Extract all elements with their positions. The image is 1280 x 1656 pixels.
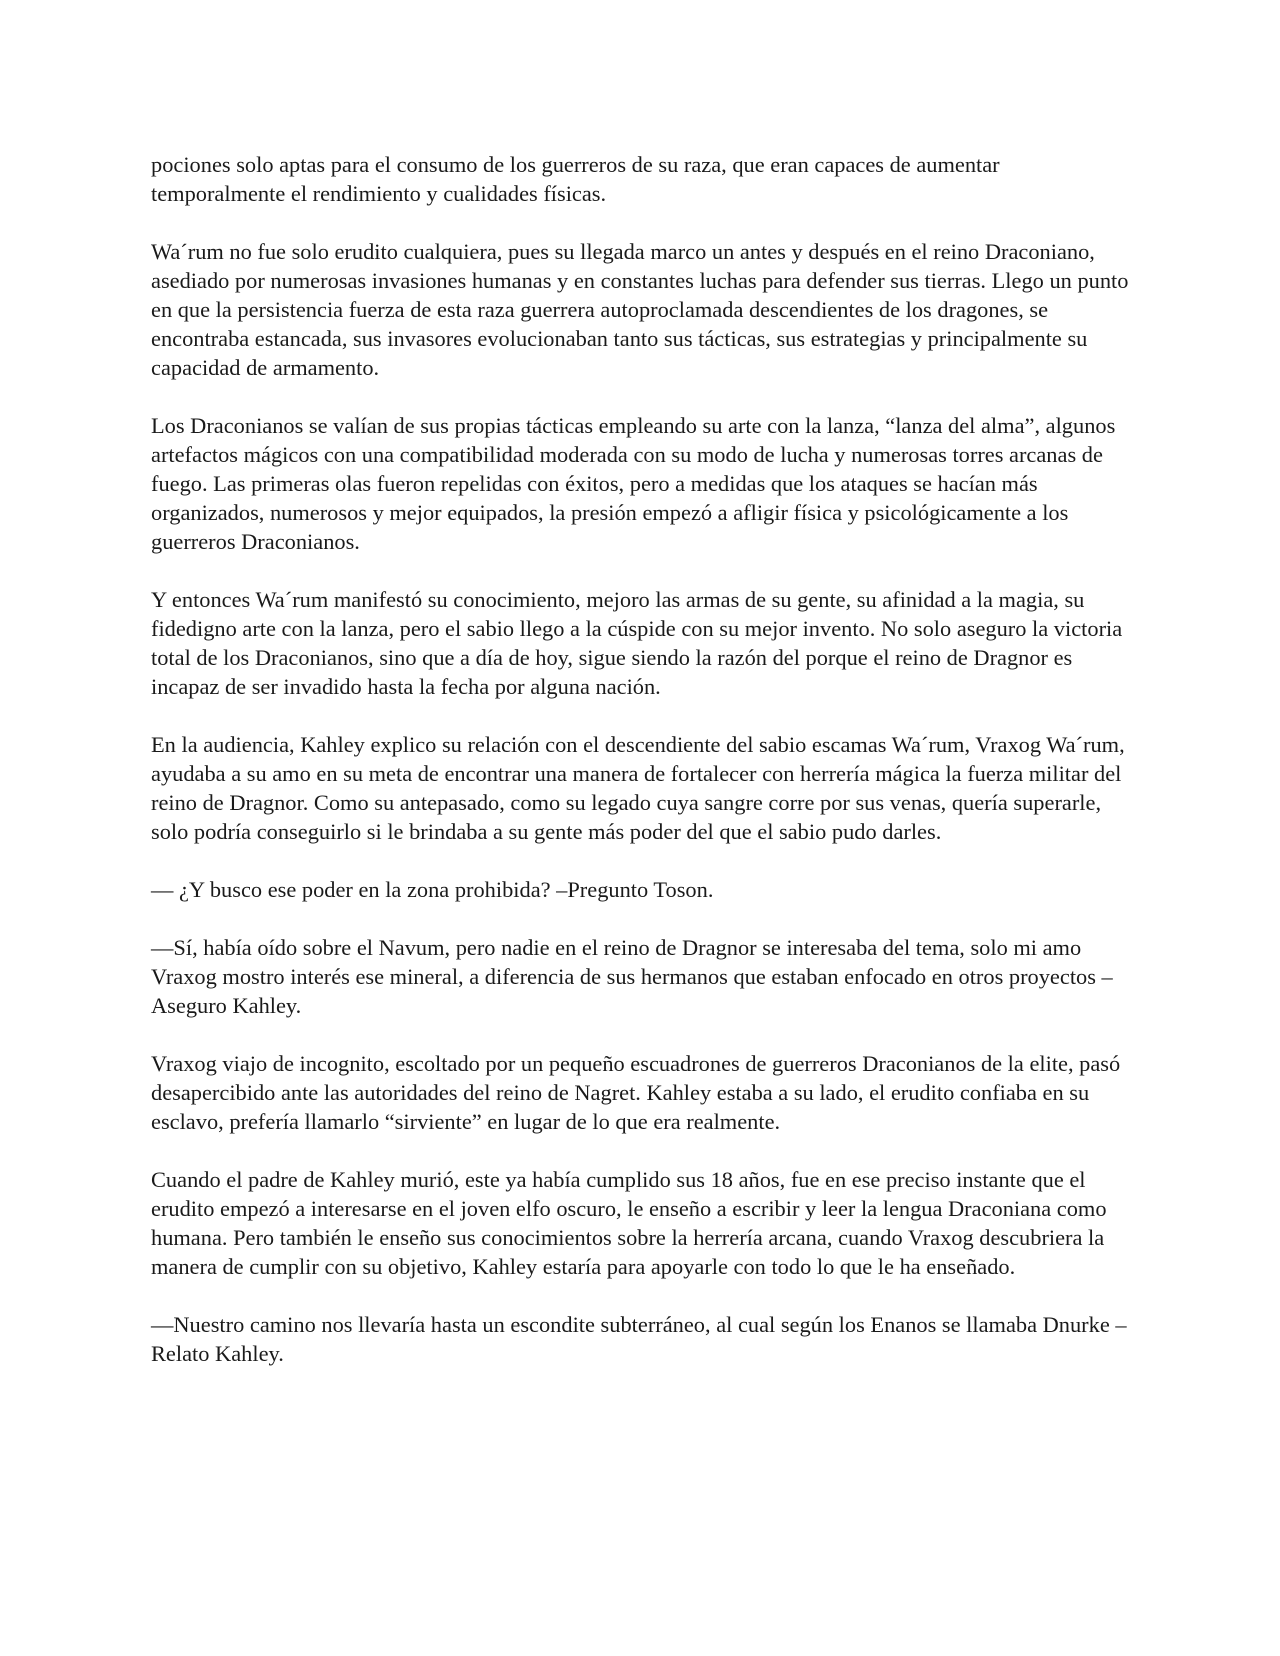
- document-body: [151, 150, 1136, 1368]
- paragraph: Wa´rum no fue solo erudito cualquiera, pues su llegada marco un antes y después en el reino Draconiano, asediado por numerosas invasiones humanas y en constantes luchas para defender sus tierras. Llego un punto en que la persistencia fuerza de esta raza guerrera autoproclamada descendientes de los dragones, se encontraba estancada, sus invasores evolucionaban tanto sus tácticas, sus estrategias y principalmente su capacidad de armamento.: [151, 239, 1129, 380]
- dialogue-line: —Sí, había oído sobre el Navum, pero nadie en el reino de Dragnor se interesaba del tema, solo mi amo Vraxog mostro interés ese mineral, a diferencia de sus hermanos que estaban enfocado en otros proyectos –Aseguro Kahley.: [151, 935, 1113, 1018]
- paragraph: En la audiencia, Kahley explico su relación con el descendiente del sabio escamas Wa´rum, Vraxog Wa´rum, ayudaba a su amo en su meta de encontrar una manera de fortalecer con herrería mágica la fuerza militar del reino de Dragnor. Como su antepasado, como su legado cuya sangre corre por sus venas, quería superarle, solo podría conseguirlo si le brindaba a su gente más poder del que el sabio pudo darles.: [151, 732, 1125, 844]
- paragraph: Vraxog viajo de incognito, escoltado por un pequeño escuadrones de guerreros Draconianos de la elite, pasó desapercibido ante las autoridades del reino de Nagret. Kahley estaba a su lado, el erudito confiaba en su esclavo, prefería llamarlo “sirviente” en lugar de lo que era realmente.: [151, 1051, 1121, 1134]
- paragraph: pociones solo aptas para el consumo de los guerreros de su raza, que eran capaces de aumentar temporalmente el rendimiento y cualidades físicas.: [151, 152, 1000, 206]
- paragraph: Cuando el padre de Kahley murió, este ya había cumplido sus 18 años, fue en ese preciso instante que el erudito empezó a interesarse en el joven elfo oscuro, le enseño a escribir y leer la lengua Draconiana como humana. Pero también le enseño sus conocimientos sobre la herrería arcana, cuando Vraxog descubriera la manera de cumplir con su objetivo, Kahley estaría para apoyarle con todo lo que le ha enseñado.: [151, 1167, 1107, 1279]
- dialogue-line: — ¿Y busco ese poder en la zona prohibida? –Pregunto Toson.: [151, 877, 714, 902]
- paragraph: Los Draconianos se valían de sus propias tácticas empleando su arte con la lanza, “lanza del alma”, algunos artefactos mágicos con una compatibilidad moderada con su modo de lucha y numerosas torres arcanas de fuego. Las primeras olas fueron repelidas con éxitos, pero a medidas que los ataques se hacían más organizados, numerosos y mejor equipados, la presión empezó a afligir física y psicológicamente a los guerreros Draconianos.: [151, 413, 1116, 554]
- paragraph: Y entonces Wa´rum manifestó su conocimiento, mejoro las armas de su gente, su afinidad a la magia, su fidedigno arte con la lanza, pero el sabio llego a la cúspide con su mejor invento. No solo aseguro la victoria total de los Draconianos, sino que a día de hoy, sigue siendo la razón del porque el reino de Dragnor es incapaz de ser invadido hasta la fecha por alguna nación.: [151, 587, 1123, 699]
- dialogue-line: —Nuestro camino nos llevaría hasta un escondite subterráneo, al cual según los Enanos se llamaba Dnurke –Relato Kahley.: [151, 1312, 1127, 1366]
